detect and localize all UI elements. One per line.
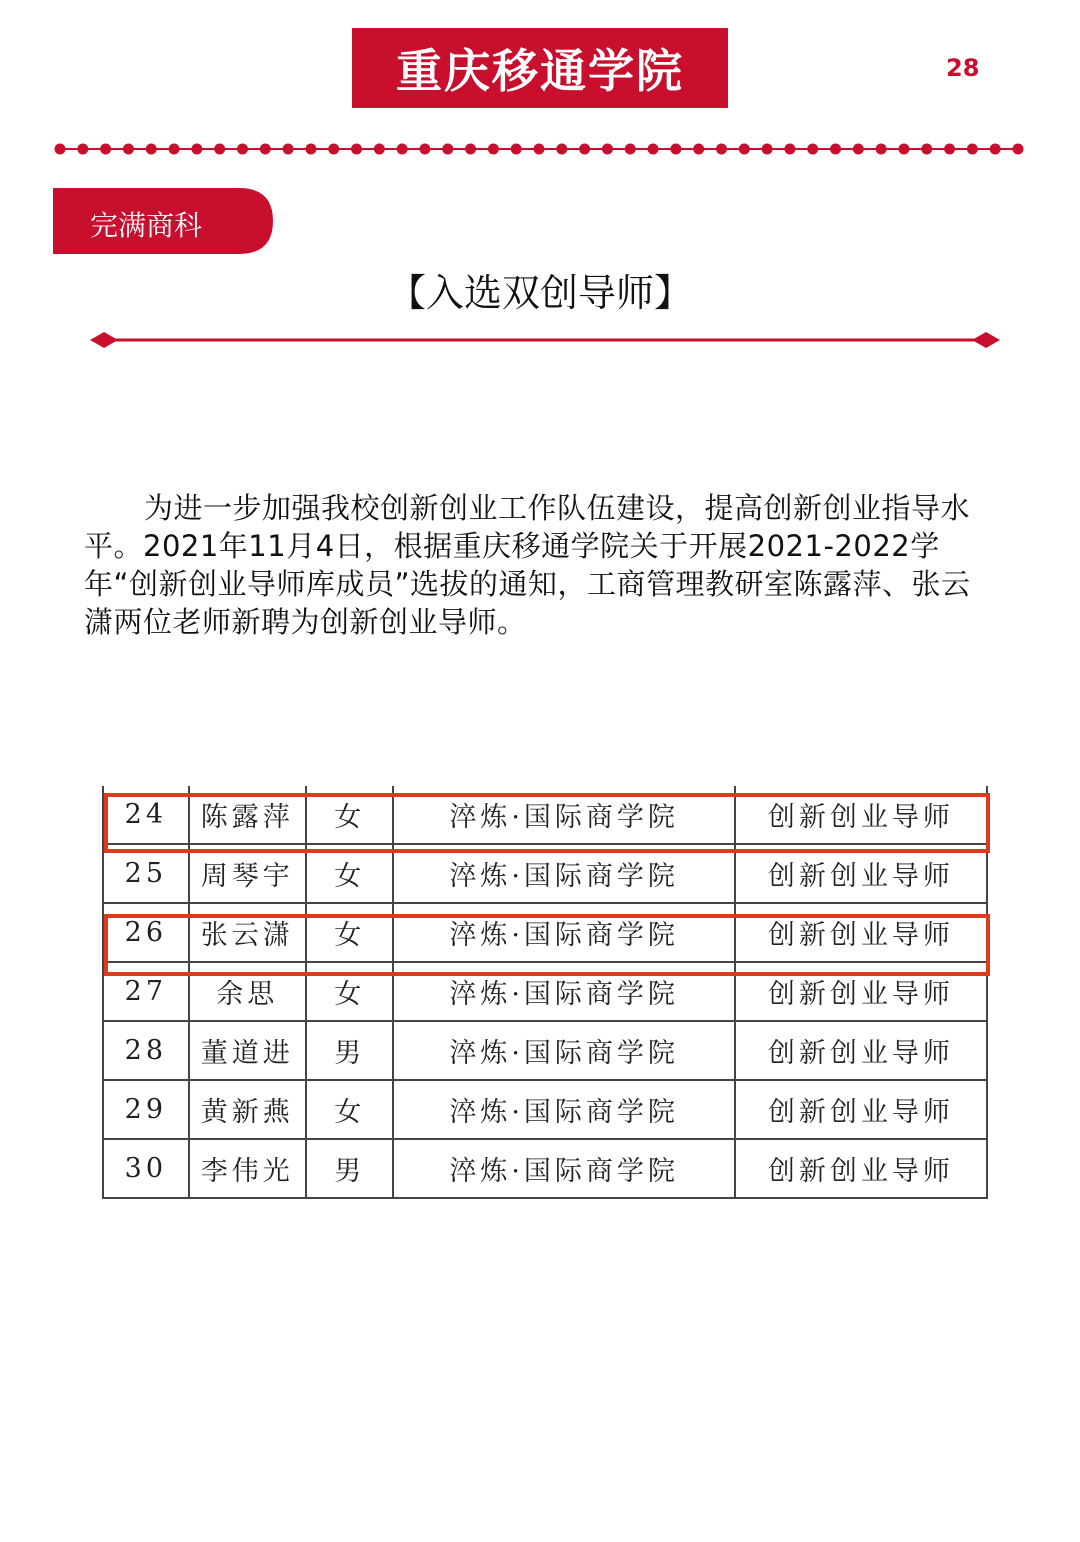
cell-no: 26 xyxy=(103,903,189,962)
table-row xyxy=(103,1021,987,1080)
cell-role: 创新创业导师 xyxy=(735,903,987,962)
cell-role: 创新创业导师 xyxy=(735,1080,987,1139)
cell-role: 创新创业导师 xyxy=(735,1021,987,1080)
divider-dot xyxy=(853,144,864,155)
divider-dot xyxy=(762,144,773,155)
section-tab-label: 完满商科 xyxy=(90,209,203,242)
divider-dot xyxy=(77,144,88,155)
cell-role: 创新创业导师 xyxy=(735,962,987,1021)
divider-dot xyxy=(374,144,385,155)
divider-dot xyxy=(534,144,545,155)
divider-dot xyxy=(328,144,339,155)
divider-dot xyxy=(648,144,659,155)
cell-name: 余思 xyxy=(189,962,306,1021)
cell-name: 陈露萍 xyxy=(189,786,306,844)
divider-dot xyxy=(100,144,111,155)
divider-dot xyxy=(55,144,66,155)
cell-name: 李伟光 xyxy=(189,1139,306,1198)
cell-gender: 女 xyxy=(306,962,394,1021)
divider-dot xyxy=(442,144,453,155)
cell-no: 24 xyxy=(103,786,189,844)
divider-dot xyxy=(260,144,271,155)
cell-name: 董道进 xyxy=(189,1021,306,1080)
cell-unit: 淬炼·国际商学院 xyxy=(393,1139,734,1198)
cell-no: 29 xyxy=(103,1080,189,1139)
intro-paragraph: 为进一步加强我校创新创业工作队伍建设，提高创新创业指导水平。2021年11月4日，根据重庆移通学院关于开展2021-2022学年“创新创业导师库成员”选拔的通知，工商管理教研室陈露萍、张云潇两位老师新聘为创新创业导师。 xyxy=(84,491,971,639)
cell-role: 创新创业导师 xyxy=(735,786,987,844)
divider-dot xyxy=(465,144,476,155)
cell-role: 创新创业导师 xyxy=(735,1139,987,1198)
cell-name: 张云潇 xyxy=(189,903,306,962)
divider-dot xyxy=(898,144,909,155)
cell-unit: 淬炼·国际商学院 xyxy=(393,786,734,844)
divider-dot xyxy=(967,144,978,155)
highlight-box-row-26 xyxy=(104,914,990,976)
divider-dot xyxy=(397,144,408,155)
divider-dot xyxy=(556,144,567,155)
divider-dot xyxy=(169,144,180,155)
cell-unit: 淬炼·国际商学院 xyxy=(393,1080,734,1139)
divider-dot xyxy=(488,144,499,155)
divider-dot xyxy=(419,144,430,155)
divider-dot xyxy=(807,144,818,155)
divider-dot xyxy=(602,144,613,155)
cell-no: 25 xyxy=(103,844,189,903)
divider-dot xyxy=(670,144,681,155)
page-number: 28 xyxy=(946,54,980,82)
cell-gender: 女 xyxy=(306,903,394,962)
divider-dot xyxy=(191,144,202,155)
divider-dot xyxy=(739,144,750,155)
divider-dot xyxy=(123,144,134,155)
divider-dot xyxy=(214,144,225,155)
divider-dot xyxy=(716,144,727,155)
cell-gender: 男 xyxy=(306,1139,394,1198)
divider-dot xyxy=(876,144,887,155)
cell-gender: 女 xyxy=(306,844,394,903)
school-title: 重庆移通学院 xyxy=(396,44,684,98)
diamond-divider xyxy=(90,329,1000,351)
divider-dot xyxy=(830,144,841,155)
cell-unit: 淬炼·国际商学院 xyxy=(393,1021,734,1080)
cell-no: 27 xyxy=(103,962,189,1021)
cell-unit: 淬炼·国际商学院 xyxy=(393,903,734,962)
section-heading: 【入选双创导师】 xyxy=(387,271,692,315)
divider-dot xyxy=(944,144,955,155)
divider-dot xyxy=(625,144,636,155)
cell-gender: 女 xyxy=(306,1080,394,1139)
cell-gender: 男 xyxy=(306,1021,394,1080)
divider-dot xyxy=(1013,144,1024,155)
divider-dot xyxy=(579,144,590,155)
cell-no: 30 xyxy=(103,1139,189,1198)
cell-unit: 淬炼·国际商学院 xyxy=(393,962,734,1021)
divider-dot xyxy=(511,144,522,155)
divider-dot xyxy=(351,144,362,155)
divider-dot xyxy=(237,144,248,155)
cell-name: 黄新燕 xyxy=(189,1080,306,1139)
cell-role: 创新创业导师 xyxy=(735,844,987,903)
cell-unit: 淬炼·国际商学院 xyxy=(393,844,734,903)
divider-dot xyxy=(283,144,294,155)
divider-dot xyxy=(990,144,1001,155)
divider-dot xyxy=(305,144,316,155)
divider-dot xyxy=(784,144,795,155)
highlight-box-row-24 xyxy=(104,793,990,853)
cell-no: 28 xyxy=(103,1021,189,1080)
cell-gender: 女 xyxy=(306,786,394,844)
divider-dot xyxy=(921,144,932,155)
table-row xyxy=(103,1080,987,1139)
cell-name: 周琴宇 xyxy=(189,844,306,903)
header-banner xyxy=(352,28,728,108)
divider-dot xyxy=(146,144,157,155)
dotted-divider xyxy=(54,142,1024,156)
divider-dot xyxy=(693,144,704,155)
table-row xyxy=(103,1139,987,1198)
